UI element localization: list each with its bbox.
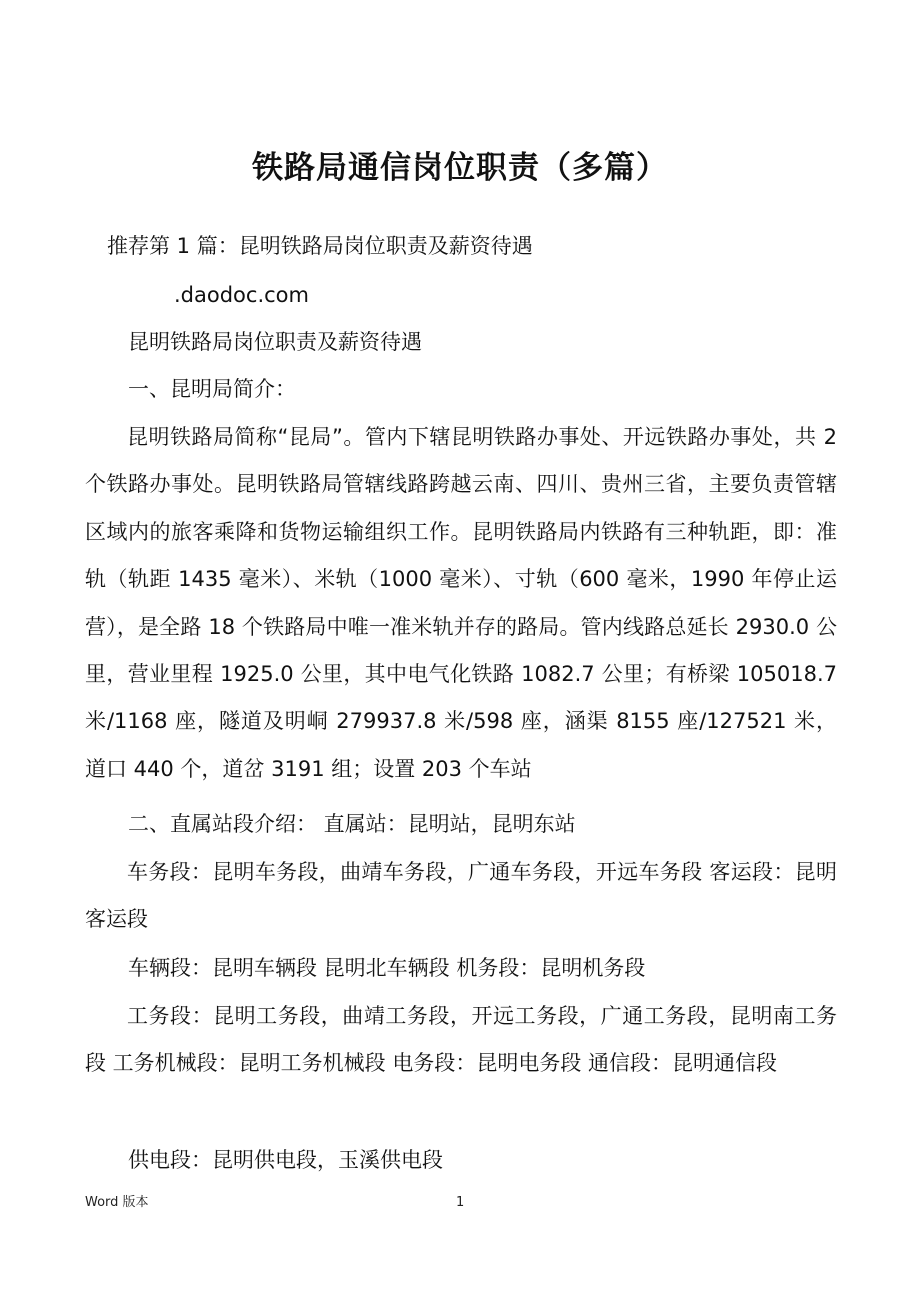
section-heading-stations: 二、直属站段介绍： 直属站：昆明站，昆明东站 [128, 812, 576, 836]
article-subtitle: 昆明铁路局岗位职责及薪资待遇 [128, 330, 422, 354]
recommend-line: 推荐第 1 篇：昆明铁路局岗位职责及薪资待遇 [107, 234, 533, 258]
paragraph-gongdian: 供电段：昆明供电段，玉溪供电段 [128, 1148, 443, 1172]
source-url: .daodoc.com [174, 283, 309, 307]
footer-version-label: Word 版本 [85, 1195, 149, 1210]
paragraph-chewu: 车务段：昆明车务段，曲靖车务段，广通车务段，开远车务段 客运段：昆明客运段 [85, 860, 837, 932]
intro-paragraph: 昆明铁路局简称“昆局”。管内下辖昆明铁路办事处、开远铁路办事处，共 2 个铁路办事处。昆明铁路局管辖线路跨越云南、四川、贵州三省，主要负责管辖区域内的旅客乘降和货物运输组织工作。昆明铁路局内铁路有三种轨距，即：准轨（轨距 1435 毫米）、米轨（1000 毫米）、寸轨（600 毫米，1990 年停止运营），是全路 18 个铁路局中唯一准米轨并存的路局。管内线路总延长 2930.0 公里，营业里程 1925.0 公里，其中电气化铁路 1082.7 公里；有桥梁 105018.7 米/1168 座，隧道及明峒 279937.8 米/598 座，涵渠 8155 座/127521 米，道口 440 个，道岔 3191 组；设置 203 个车站 [85, 425, 837, 781]
document-title: 铁路局通信岗位职责（多篇） [252, 150, 668, 186]
paragraph-cheliang: 车辆段：昆明车辆段 昆明北车辆段 机务段：昆明机务段 [128, 956, 646, 980]
page-number: 1 [456, 1195, 465, 1210]
section-heading-intro: 一、昆明局简介： [128, 377, 296, 401]
paragraph-gongwu: 工务段：昆明工务段，曲靖工务段，开远工务段，广通工务段，昆明南工务段 工务机械段：昆明工务机械段 电务段：昆明电务段 通信段：昆明通信段 [85, 1004, 837, 1076]
